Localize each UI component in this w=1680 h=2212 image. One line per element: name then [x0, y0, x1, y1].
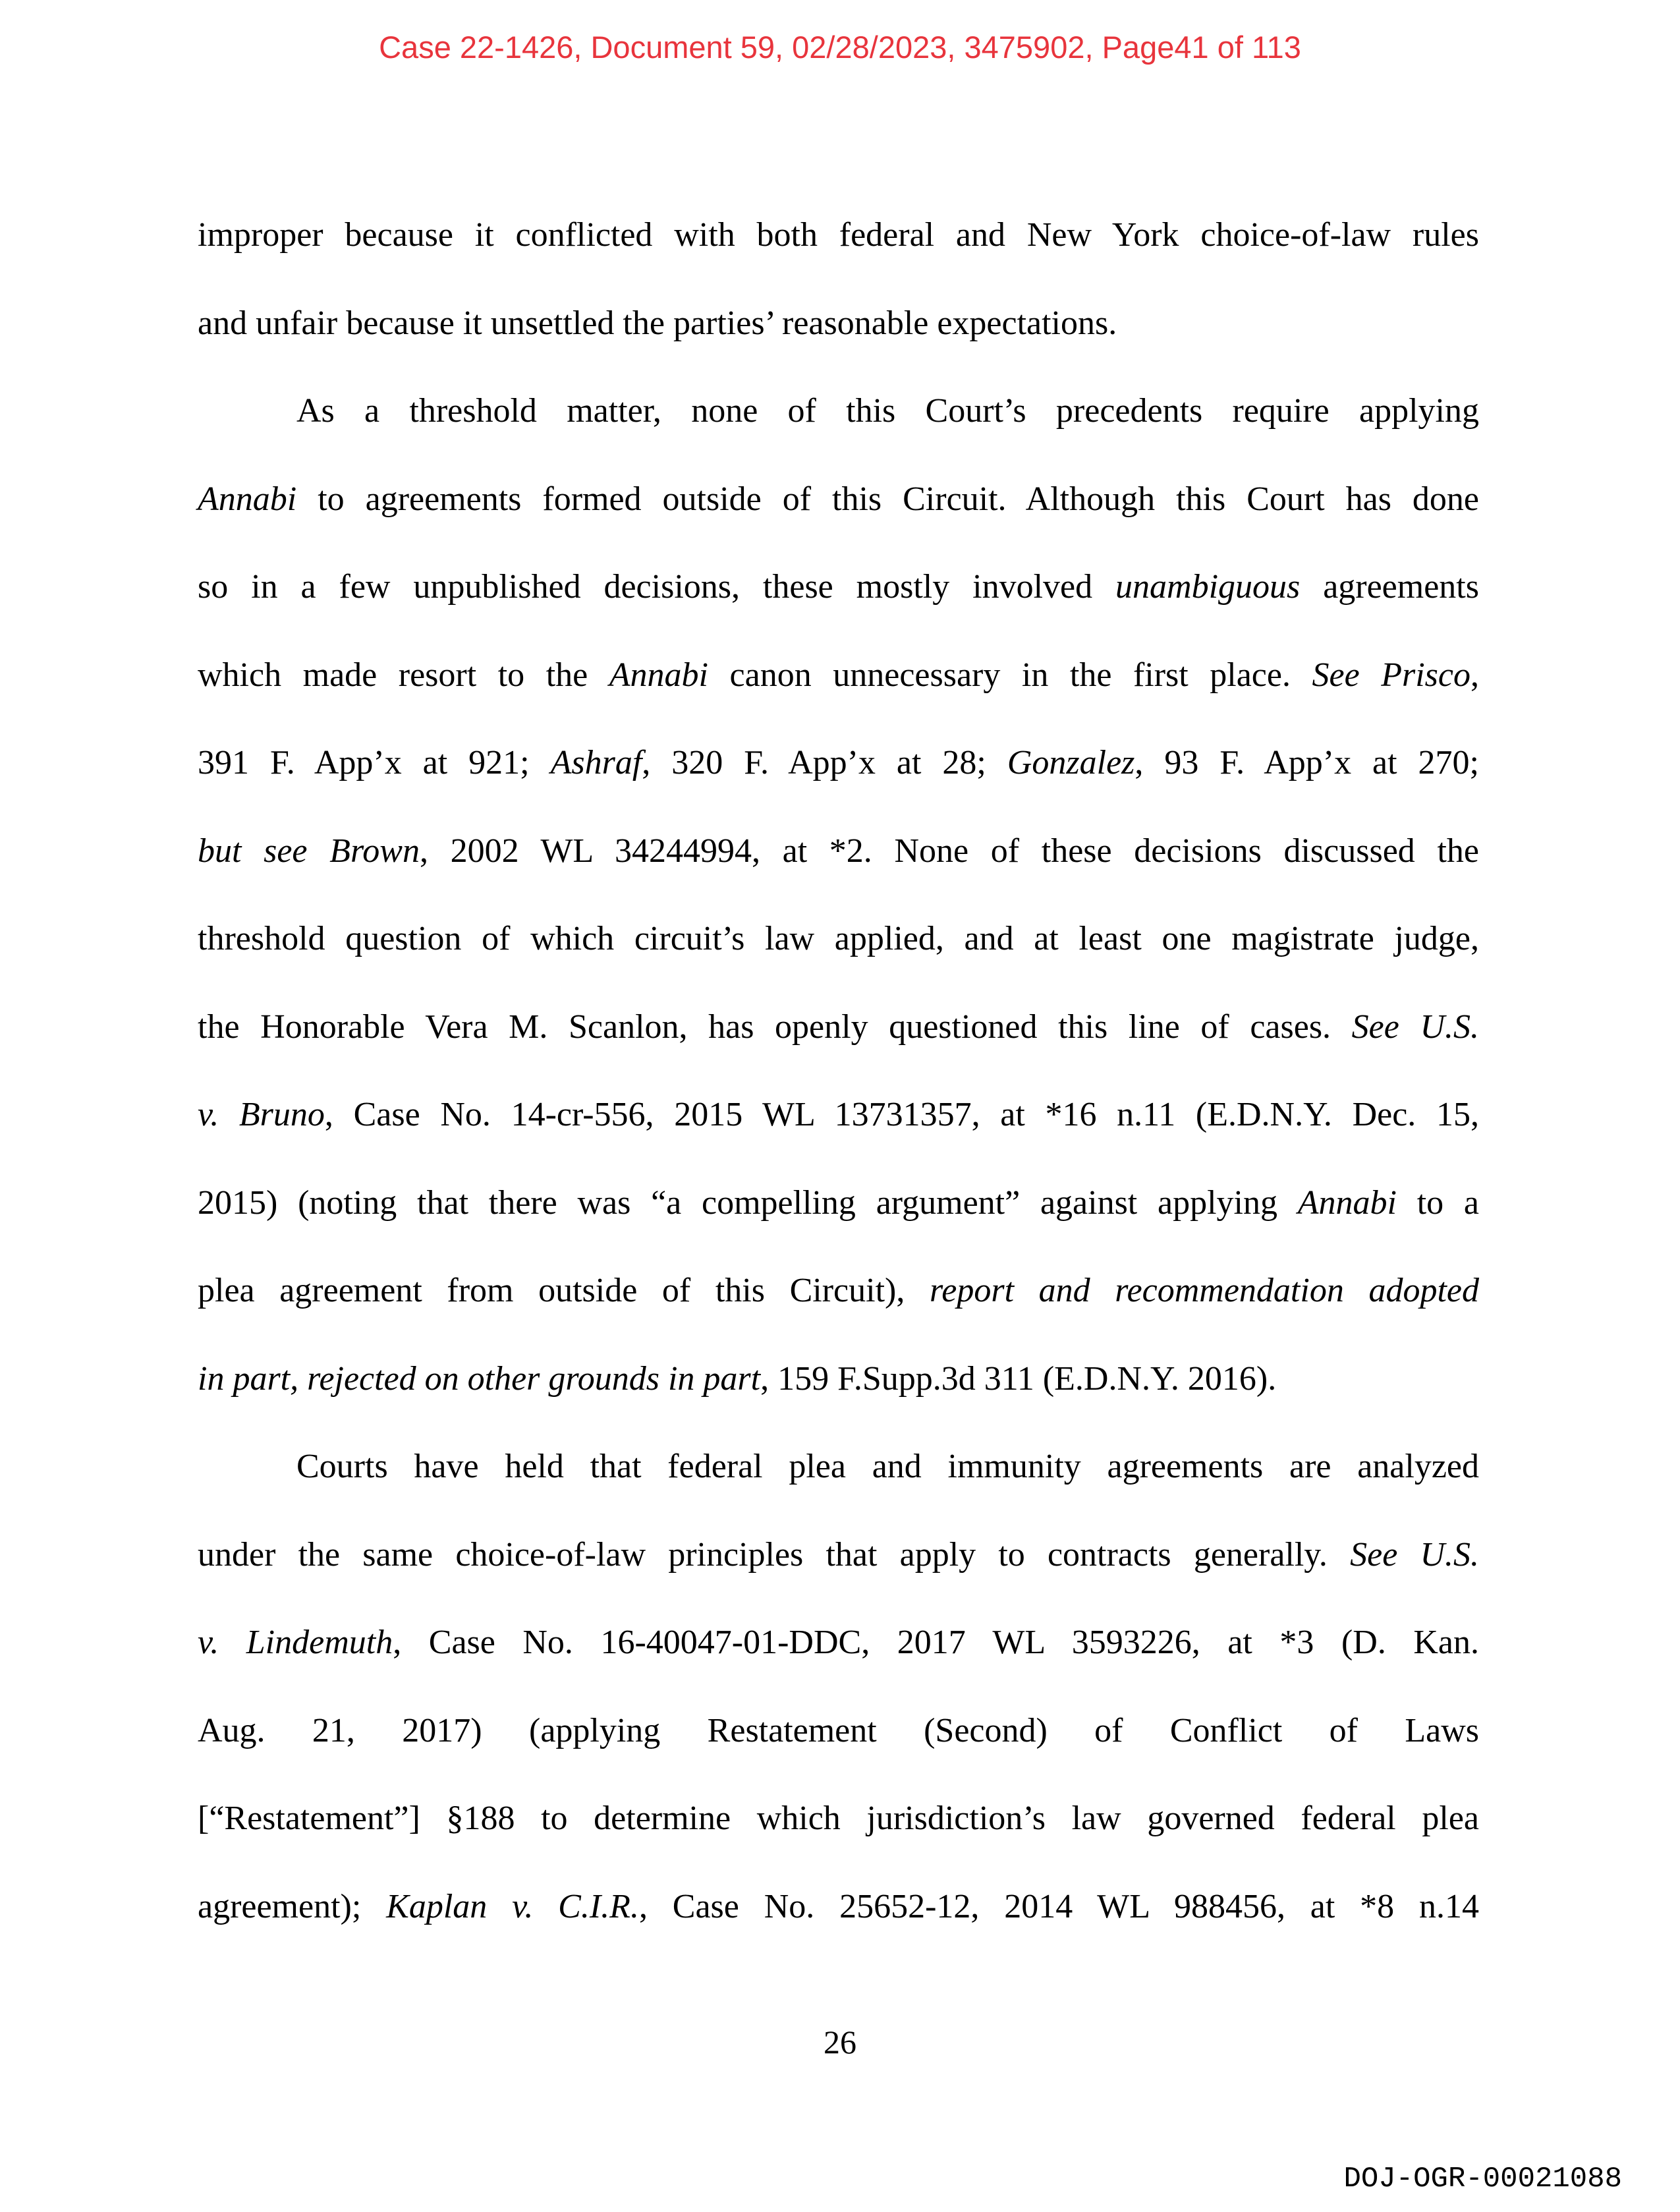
italic-citation: report and recommendation adopted: [929, 1272, 1479, 1309]
text-run: , Case No. 16-40047-01-DDC, 2017 WL 3593226, at *3 (D. Kan.: [393, 1624, 1480, 1661]
text-run: As a threshold matter, none of this Court’s precedents require applying: [296, 392, 1479, 430]
text-run: , Case No. 25652-12, 2014 WL 988456, at *8 n.14: [638, 1887, 1479, 1925]
text-line: [198, 367, 1479, 455]
text-line: [198, 1774, 1479, 1863]
text-run: 391 F. App’x at 921;: [198, 744, 551, 781]
text-run: threshold question of which circuit’s law applied, and at least one magistrate judge,: [198, 920, 1479, 957]
text-line: [198, 1247, 1479, 1335]
text-line: [198, 1159, 1479, 1247]
text-run: , Case No. 14-cr-556, 2015 WL 13731357, at *16 n.11 (E.D.N.Y. Dec. 15,: [324, 1096, 1479, 1133]
text-run: , 93 F. App’x at 270;: [1134, 744, 1479, 781]
text-run: 2015) (noting that there was “a compelling argument” against applying: [198, 1183, 1298, 1222]
text-line: [198, 631, 1479, 720]
italic-citation: in part, rejected on other grounds in part: [198, 1359, 761, 1398]
italic-citation: v. Bruno: [198, 1096, 325, 1133]
text-line: [198, 983, 1479, 1071]
text-run: under the same choice-of-law principles that apply to contracts generally.: [198, 1535, 1351, 1574]
text-line: [198, 1335, 1479, 1423]
page-number: 26: [824, 2024, 856, 2060]
text-line: [198, 1423, 1479, 1511]
text-run: plea agreement from outside of this Circuit),: [198, 1272, 930, 1309]
italic-citation: Ashraf: [550, 744, 642, 781]
italic-citation: unambiguous: [1115, 568, 1301, 606]
text-run: ,: [1470, 656, 1479, 694]
italic-citation: Gonzalez: [1007, 744, 1135, 781]
text-run: improper because it conflicted with both federal and New York choice-of-law rules: [198, 216, 1479, 254]
text-line: [198, 895, 1479, 983]
text-run: , 159 F.Supp.3d 311 (E.D.N.Y. 2016).: [760, 1359, 1277, 1398]
italic-citation: Annabi: [609, 656, 708, 694]
text-line: [198, 1863, 1479, 1951]
italic-citation: See U.S.: [1350, 1535, 1480, 1574]
text-line: [198, 719, 1479, 807]
italic-citation: Kaplan v. C.I.R.: [386, 1887, 639, 1925]
text-line: [198, 1511, 1479, 1599]
text-run: agreements: [1300, 568, 1479, 606]
italic-citation: Annabi: [1297, 1183, 1397, 1222]
text-run: canon unnecessary in the first place.: [708, 656, 1312, 694]
text-run: and unfair because it unsettled the parties’ reasonable expectations.: [198, 304, 1117, 342]
italic-citation: v. Lindemuth: [198, 1624, 393, 1661]
text-run: , 320 F. App’x at 28;: [642, 744, 1007, 781]
text-run: [“Restatement”] §188 to determine which jurisdiction’s law governed federal plea: [198, 1800, 1479, 1837]
text-line: [198, 1687, 1479, 1775]
text-line: [198, 191, 1479, 279]
text-run: agreement);: [198, 1887, 387, 1925]
text-run: the Honorable Vera M. Scanlon, has openly questioned this line of cases.: [198, 1007, 1352, 1046]
text-run: Courts have held that federal plea and immunity agreements are analyzed: [296, 1448, 1479, 1485]
document-body: [198, 191, 1479, 1950]
text-line: [198, 279, 1479, 368]
paragraph: [198, 191, 1479, 367]
text-run: so in a few unpublished decisions, these mostly involved: [198, 568, 1116, 606]
text-run: , 2002 WL 34244994, at *2. None of these decisions discussed the: [419, 832, 1479, 870]
text-line: [198, 1071, 1479, 1159]
text-run: Aug. 21, 2017) (applying Restatement (Second) of Conflict of Laws: [198, 1711, 1479, 1749]
italic-citation: Annabi: [198, 480, 297, 518]
italic-citation: See Prisco: [1312, 656, 1470, 694]
text-run: which made resort to the: [198, 656, 609, 694]
text-run: to agreements formed outside of this Circuit. Although this Court has done: [296, 480, 1479, 518]
case-header-stamp: Case 22-1426, Document 59, 02/28/2023, 3475902, Page41 of 113: [379, 30, 1301, 65]
paragraph: [198, 367, 1479, 1423]
text-line: [198, 543, 1479, 631]
text-run: to a: [1396, 1183, 1479, 1222]
text-line: [198, 807, 1479, 895]
text-line: [198, 1599, 1479, 1687]
bates-number: DOJ-OGR-00021088: [1343, 2163, 1622, 2196]
paragraph: [198, 1423, 1479, 1950]
italic-citation: See U.S.: [1351, 1007, 1479, 1046]
text-line: [198, 455, 1479, 544]
italic-citation: but see Brown: [198, 832, 420, 870]
